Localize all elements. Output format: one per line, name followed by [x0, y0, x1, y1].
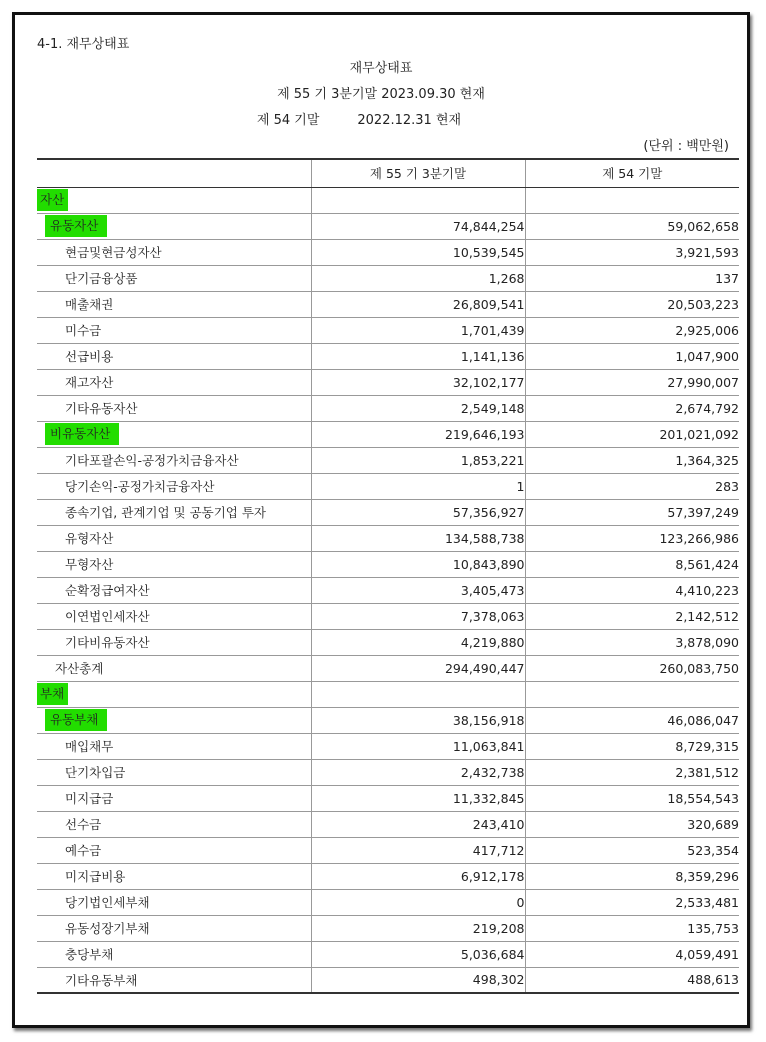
- prior-period-value: 4,410,223: [525, 577, 739, 603]
- document-frame: [12, 12, 750, 1028]
- account-cell: [37, 187, 311, 213]
- table-row: [37, 317, 739, 343]
- table-row: [37, 343, 739, 369]
- prior-period-value: 59,062,658: [525, 213, 739, 239]
- account-label: 기타유동부채: [65, 972, 138, 988]
- current-period-value: 5,036,684: [311, 941, 525, 967]
- current-period-value: 7,378,063: [311, 603, 525, 629]
- account-cell: [37, 577, 311, 603]
- account-cell: [37, 889, 311, 915]
- table-body: [37, 187, 739, 993]
- account-cell: [37, 629, 311, 655]
- account-cell: [37, 239, 311, 265]
- unit-label: (단위 : 백만원): [643, 139, 729, 154]
- table-row: [37, 551, 739, 577]
- prior-period-value: 123,266,986: [525, 525, 739, 551]
- account-label: 유동성장기부채: [65, 921, 150, 936]
- account-cell: [37, 343, 311, 369]
- table-row: [37, 421, 739, 447]
- account-label: 매출채권: [65, 297, 114, 312]
- current-period-value: 38,156,918: [311, 707, 525, 733]
- current-period-value: 0: [311, 889, 525, 915]
- current-period-value: 1,268: [311, 265, 525, 291]
- account-cell: [37, 369, 311, 395]
- current-period-value: 498,302: [311, 967, 525, 993]
- account-label: 무형자산: [65, 557, 114, 572]
- current-period-value: 243,410: [311, 811, 525, 837]
- account-cell: [37, 967, 311, 993]
- prior-period-value: 2,381,512: [525, 759, 739, 785]
- table-row: [37, 707, 739, 733]
- current-period-value: 2,549,148: [311, 395, 525, 421]
- account-cell: [37, 681, 311, 707]
- prior-period-value: 260,083,750: [525, 655, 739, 681]
- account-cell: [37, 707, 311, 733]
- account-cell: [37, 421, 311, 447]
- account-label: 선수금: [65, 817, 102, 832]
- current-period-value: 219,208: [311, 915, 525, 941]
- table-row: [37, 239, 739, 265]
- prior-period-value: 4,059,491: [525, 941, 739, 967]
- table-row: [37, 213, 739, 239]
- account-cell: [37, 395, 311, 421]
- current-period-value: 4,219,880: [311, 629, 525, 655]
- table-row: [37, 759, 739, 785]
- table-row: [37, 265, 739, 291]
- account-cell: [37, 447, 311, 473]
- table-row: [37, 447, 739, 473]
- account-cell: [37, 655, 311, 681]
- prior-period-value: 57,397,249: [525, 499, 739, 525]
- prior-period-value: 27,990,007: [525, 369, 739, 395]
- current-period-value: 74,844,254: [311, 213, 525, 239]
- prior-period-value: 8,359,296: [525, 863, 739, 889]
- account-label: 미지급금: [65, 791, 114, 806]
- table-row: [37, 889, 739, 915]
- account-label: 단기차입금: [65, 765, 126, 780]
- account-label: 단기금융상품: [65, 271, 138, 286]
- account-label: 순확정급여자산: [65, 583, 150, 598]
- prior-period-value: 3,878,090: [525, 629, 739, 655]
- account-label: 예수금: [65, 843, 102, 858]
- account-cell: [37, 863, 311, 889]
- account-label: 현금및현금성자산: [65, 245, 162, 260]
- table-row: [37, 837, 739, 863]
- account-label: 유동부채: [45, 709, 107, 731]
- prior-period-value: 488,613: [525, 967, 739, 993]
- account-cell: [37, 941, 311, 967]
- balance-sheet-table: [37, 158, 739, 994]
- account-cell: [37, 837, 311, 863]
- current-period-value: 26,809,541: [311, 291, 525, 317]
- header-prior-period: 제 54 기말: [525, 159, 739, 187]
- prior-period-value: 1,364,325: [525, 447, 739, 473]
- table-row: [37, 863, 739, 889]
- account-cell: [37, 915, 311, 941]
- current-period-value: [311, 681, 525, 707]
- current-period-value: 294,490,447: [311, 655, 525, 681]
- account-cell: [37, 551, 311, 577]
- prior-period-value: [525, 187, 739, 213]
- table-row: [37, 187, 739, 213]
- current-period-value: 1,141,136: [311, 343, 525, 369]
- account-cell: [37, 785, 311, 811]
- current-period-value: 10,843,890: [311, 551, 525, 577]
- account-cell: [37, 213, 311, 239]
- account-cell: [37, 291, 311, 317]
- prior-period-value: 2,142,512: [525, 603, 739, 629]
- section-title: 4-1. 재무상태표: [37, 37, 130, 52]
- prior-period-line: [0, 109, 725, 128]
- account-label: 선급비용: [65, 349, 114, 364]
- prior-period-value: 2,925,006: [525, 317, 739, 343]
- account-label: 종속기업, 관계기업 및 공동기업 투자: [65, 505, 266, 520]
- current-period-value: 10,539,545: [311, 239, 525, 265]
- table-row: [37, 681, 739, 707]
- table-row: [37, 499, 739, 525]
- current-period-value: 3,405,473: [311, 577, 525, 603]
- current-period-value: 11,063,841: [311, 733, 525, 759]
- account-label: 기타포괄손익-공정가치금융자산: [65, 453, 239, 468]
- account-label: 미수금: [65, 323, 102, 338]
- table-row: [37, 941, 739, 967]
- current-period-value: 1,853,221: [311, 447, 525, 473]
- table-row: [37, 473, 739, 499]
- header-current-period: 제 55 기 3분기말: [311, 159, 525, 187]
- prior-period-value: 3,921,593: [525, 239, 739, 265]
- table-row: [37, 525, 739, 551]
- prior-period-value: 18,554,543: [525, 785, 739, 811]
- current-period-value: 417,712: [311, 837, 525, 863]
- table-row: [37, 395, 739, 421]
- table-row: [37, 811, 739, 837]
- account-cell: [37, 473, 311, 499]
- table-row: [37, 733, 739, 759]
- account-cell: [37, 603, 311, 629]
- current-period-value: 134,588,738: [311, 525, 525, 551]
- account-cell: [37, 525, 311, 551]
- table-row: [37, 577, 739, 603]
- current-period-value: 1,701,439: [311, 317, 525, 343]
- prior-period-value: 201,021,092: [525, 421, 739, 447]
- prior-period-value: 137: [525, 265, 739, 291]
- table-row: [37, 915, 739, 941]
- account-label: 기타유동자산: [65, 401, 138, 416]
- current-period-value: 219,646,193: [311, 421, 525, 447]
- account-label: 재고자산: [65, 375, 114, 390]
- account-label: 당기법인세부채: [65, 895, 150, 910]
- prior-period-value: 8,729,315: [525, 733, 739, 759]
- current-period-value: 1: [311, 473, 525, 499]
- current-period-value: [311, 187, 525, 213]
- prior-period-value: 320,689: [525, 811, 739, 837]
- current-period-value: 11,332,845: [311, 785, 525, 811]
- current-period-value: 57,356,927: [311, 499, 525, 525]
- current-period-value: 32,102,177: [311, 369, 525, 395]
- account-cell: [37, 811, 311, 837]
- account-cell: [37, 759, 311, 785]
- current-period-line: 제 55 기 3분기말 2023.09.30 현재: [277, 87, 485, 102]
- table-header-row: [37, 159, 739, 187]
- account-label: 유동자산: [45, 215, 107, 237]
- current-period-value: 2,432,738: [311, 759, 525, 785]
- table-row: [37, 369, 739, 395]
- account-label: 미지급비용: [65, 869, 126, 884]
- current-period-value: 6,912,178: [311, 863, 525, 889]
- account-label: 자산: [37, 189, 68, 211]
- account-cell: [37, 317, 311, 343]
- table-row: [37, 629, 739, 655]
- account-label: 부채: [37, 683, 68, 705]
- account-cell: [37, 265, 311, 291]
- account-label: 비유동자산: [45, 423, 119, 445]
- prior-period-value: [525, 681, 739, 707]
- prior-period-value: 2,674,792: [525, 395, 739, 421]
- prior-period-value: 20,503,223: [525, 291, 739, 317]
- table-row: [37, 785, 739, 811]
- account-label: 충당부채: [65, 947, 114, 962]
- account-label: 자산총계: [55, 661, 104, 676]
- account-label: 유형자산: [65, 531, 114, 546]
- statement-title: 재무상태표: [349, 61, 413, 76]
- account-label: 기타비유동자산: [65, 635, 150, 650]
- header-account: [37, 159, 311, 187]
- table-row: [37, 603, 739, 629]
- prior-period-value: 8,561,424: [525, 551, 739, 577]
- prior-period-value: 135,753: [525, 915, 739, 941]
- account-label: 당기손익-공정가치금융자산: [65, 479, 215, 494]
- account-label: 이연법인세자산: [65, 609, 150, 624]
- account-cell: [37, 499, 311, 525]
- table-row: [37, 967, 739, 993]
- prior-period-value: 283: [525, 473, 739, 499]
- prior-period-value: 523,354: [525, 837, 739, 863]
- prior-period-value: 2,533,481: [525, 889, 739, 915]
- table-row: [37, 655, 739, 681]
- prior-period-value: 46,086,047: [525, 707, 739, 733]
- table-row: [37, 291, 739, 317]
- account-label: 매입채무: [65, 739, 114, 754]
- account-cell: [37, 733, 311, 759]
- prior-period-label: 제 54 기말: [256, 113, 320, 128]
- prior-period-date: 2022.12.31 현재: [357, 113, 462, 128]
- prior-period-value: 1,047,900: [525, 343, 739, 369]
